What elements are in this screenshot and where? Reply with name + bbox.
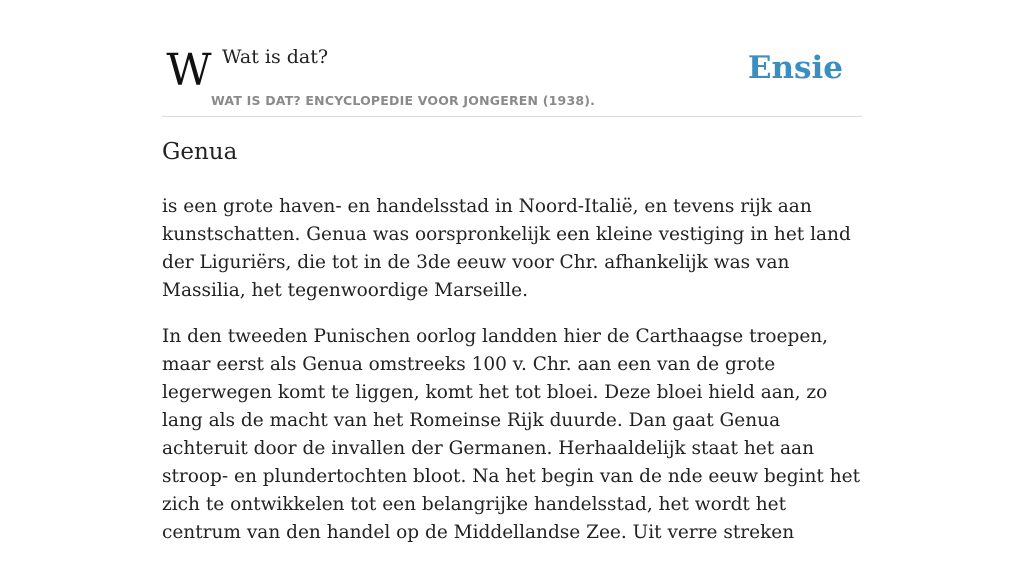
paragraph: is een grote haven- en handelsstad in Noord-Italië, en tevens rijk aan kunstschatten. Genua was oorspronkelijk een kleine vestiging in het land der Liguriërs, die tot in de 3de eeuw voor Chr. afhankelijk was van Massilia, het tegenwoordige Marseille.	[162, 196, 851, 301]
article-body	[162, 193, 867, 565]
paragraph: In den tweeden Punischen oorlog landden hier de Carthaagse troepen, maar eerst als Genua omstreeks 100 v. Chr. aan een van de grote legerwegen komt te liggen, komt het tot bloei. Deze bloei hield aan, zo lang als de macht van het Romeinse Rijk duurde. Dan gaat Genua achteruit door de invallen der Germanen. Herhaaldelijk staat het aan stroop- en plundertochten bloot. Na het begin van de nde eeuw begint het zich te ontwikkelen tot een belangrijke handelsstad, het wordt het centrum van den handel op de Middellandse Zee. Uit verre streken	[162, 326, 861, 543]
source-subtitle: WAT IS DAT? ENCYCLOPEDIE VOOR JONGEREN (1938).	[211, 93, 596, 108]
header	[162, 0, 862, 117]
wikipedia-logo-icon[interactable]: W	[166, 45, 206, 96]
site-title[interactable]: Wat is dat?	[222, 46, 329, 68]
brand-logo[interactable]: Ensie	[747, 50, 843, 86]
article-title: Genua	[162, 139, 238, 165]
